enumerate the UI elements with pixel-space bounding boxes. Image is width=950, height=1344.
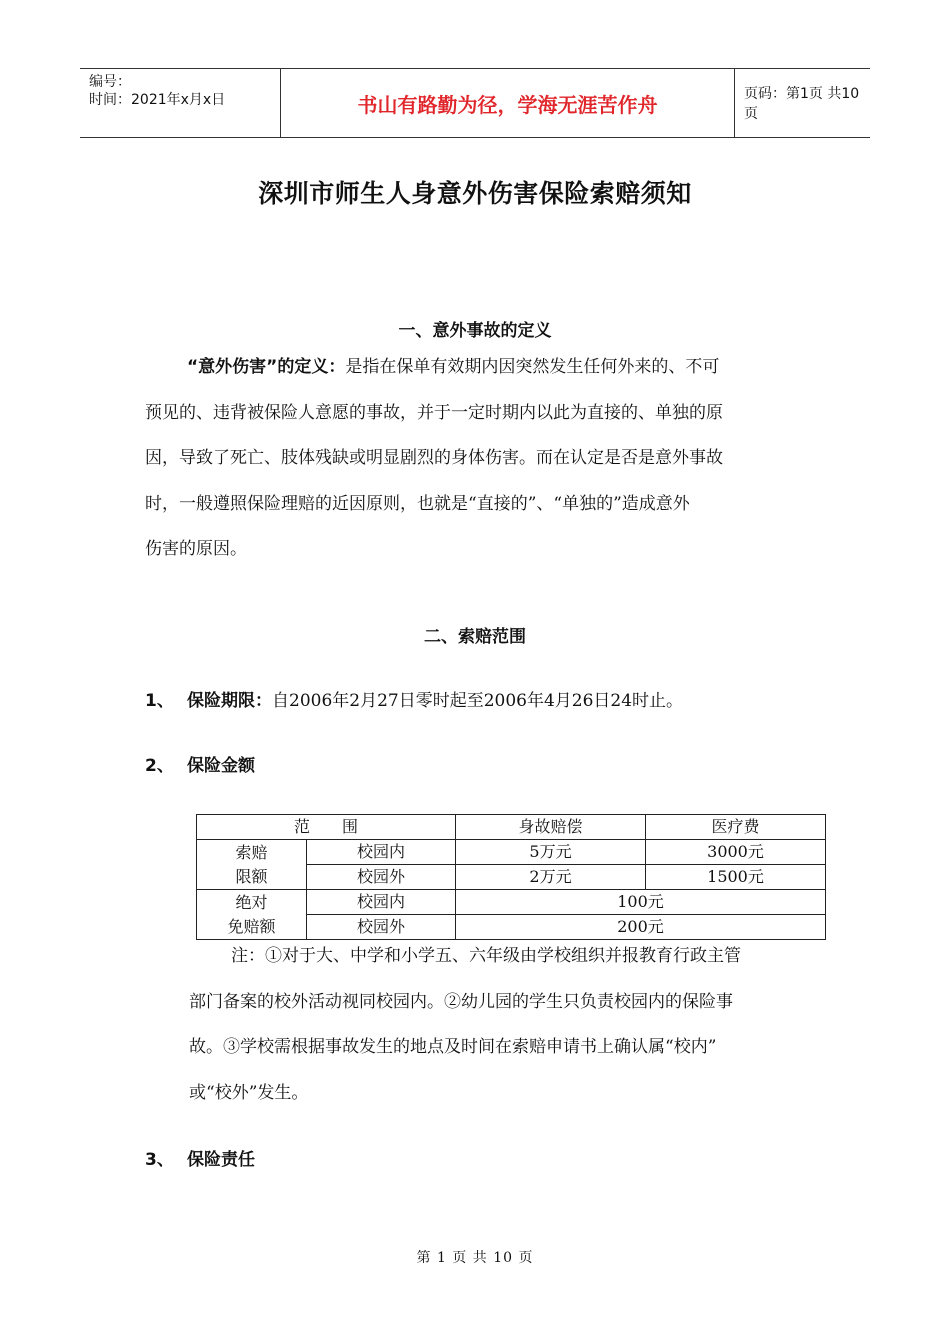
section-heading-claim-scope: 二、索赔范围 bbox=[424, 627, 526, 647]
table-cell-deductible: 200元 bbox=[456, 915, 826, 940]
table-note bbox=[189, 934, 819, 1116]
header-box bbox=[80, 68, 870, 138]
item-label: 保险期限： bbox=[187, 691, 272, 711]
item-insurance-period bbox=[145, 686, 683, 711]
deductible-label: 绝对 免赔额 bbox=[197, 890, 307, 940]
table-cell-location: 校园内 bbox=[307, 890, 456, 915]
section-heading-definition: 一、意外事故的定义 bbox=[398, 321, 552, 341]
paragraph-line: 伤害的原因。 bbox=[145, 539, 247, 559]
table-cell-medical: 3000元 bbox=[646, 840, 826, 865]
definition-term: “意外伤害”的定义： bbox=[187, 357, 346, 377]
table-header-medical: 医疗费 bbox=[646, 815, 826, 840]
claim-limit-label: 索赔 限额 bbox=[197, 840, 307, 890]
document-number-label: 编号： bbox=[89, 74, 131, 90]
table-cell-location: 校园外 bbox=[307, 915, 456, 940]
note-line: 或“校外”发生。 bbox=[189, 1082, 309, 1103]
document-title: 深圳市师生人身意外伤害保险索赔须知 bbox=[258, 179, 692, 208]
table-cell-death: 2万元 bbox=[456, 865, 646, 890]
header-slogan: 书山有路勤为径，学海无涯苦作舟 bbox=[281, 69, 735, 137]
document-date-label: 时间：2021年x月x日 bbox=[89, 92, 226, 108]
table-header-death: 身故赔偿 bbox=[456, 815, 646, 840]
paragraph-text: 是指在保单有效期内因突然发生任何外来的、不可 bbox=[345, 357, 720, 377]
table-header-row bbox=[197, 815, 826, 840]
paragraph-line bbox=[145, 345, 805, 391]
table-row bbox=[197, 840, 826, 865]
item-text: 自2006年2月27日零时起至2006年4月26日24时止。 bbox=[272, 691, 684, 711]
insurance-amount-table bbox=[196, 814, 826, 940]
item-label: 保险金额 bbox=[187, 756, 255, 776]
header-meta-cell bbox=[80, 69, 281, 137]
item-insurance-liability bbox=[145, 1145, 255, 1170]
item-number: 3、 bbox=[145, 1150, 174, 1170]
paragraph-line: 因，导致了死亡、肢体残缺或明显剧烈的身体伤害。而在认定是否是意外事故 bbox=[145, 448, 723, 468]
paragraph-line: 时，一般遵照保险理赔的近因原则，也就是“直接的”、“单独的”造成意外 bbox=[145, 493, 690, 514]
item-number: 2、 bbox=[145, 756, 174, 776]
table-header-scope: 范 围 bbox=[197, 815, 456, 840]
table-cell-location: 校园外 bbox=[307, 865, 456, 890]
note-line: 注：①对于大、中学和小学五、六年级由学校组织并报教育行政主管 bbox=[231, 946, 741, 966]
item-label: 保险责任 bbox=[187, 1150, 255, 1170]
note-line: 故。③学校需根据事故发生的地点及时间在索赔申请书上确认属“校内” bbox=[189, 1037, 717, 1057]
item-insured-amount bbox=[145, 751, 255, 776]
note-line: 部门备案的校外活动视同校园内。②幼儿园的学生只负责校园内的保险事 bbox=[189, 991, 733, 1012]
paragraph-line: 预见的、违背被保险人意愿的事故，并于一定时期内以此为直接的、单独的原 bbox=[145, 402, 723, 423]
table-row bbox=[197, 890, 826, 915]
table-cell-deductible: 100元 bbox=[456, 890, 826, 915]
definition-paragraph bbox=[145, 345, 805, 573]
table-cell-location: 校园内 bbox=[307, 840, 456, 865]
table-cell-death: 5万元 bbox=[456, 840, 646, 865]
page-footer: 第 1 页 共 10 页 bbox=[416, 1250, 534, 1266]
table-cell-medical: 1500元 bbox=[646, 865, 826, 890]
header-page-info: 页码：第1页 共10页 bbox=[744, 86, 860, 122]
item-number: 1、 bbox=[145, 691, 174, 711]
